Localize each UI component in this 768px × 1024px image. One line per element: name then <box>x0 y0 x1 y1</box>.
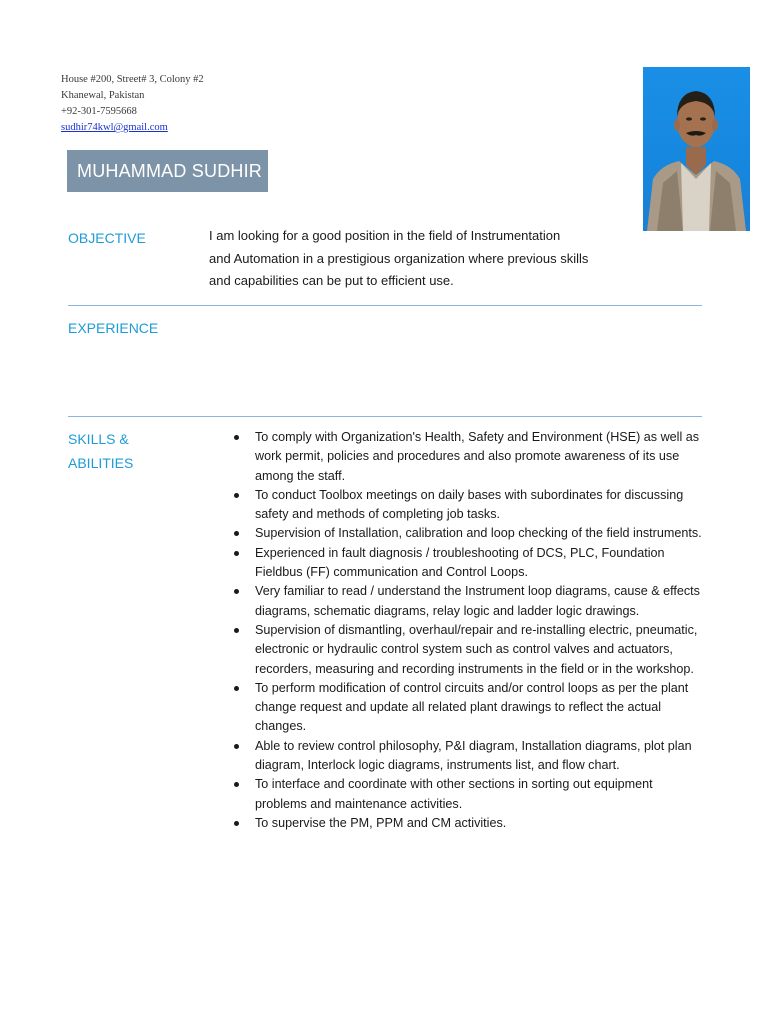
skill-item: Supervision of dismantling, overhaul/repair and re-installing electric, pneumatic, electronic or hydraulic control system such as control valves and actuators, recorders, measuring and recording instruments in the field or in the workshop. <box>236 621 704 679</box>
skill-item: To supervise the PM, PPM and CM activities. <box>236 814 704 833</box>
address-line-1: House #200, Street# 3, Colony #2 <box>61 74 204 85</box>
name-banner <box>67 150 268 192</box>
email-link[interactable]: sudhir74kwl@gmail.com <box>61 122 168 133</box>
profile-photo <box>643 67 750 231</box>
experience-heading: EXPERIENCE <box>68 320 159 336</box>
skill-item: To conduct Toolbox meetings on daily bases with subordinates for discussing safety and methods of completing job tasks. <box>236 486 704 525</box>
skill-item: To perform modification of control circuits and/or control loops as per the plant change request and update all related plant drawings to reflect the actual changes. <box>236 679 704 737</box>
skill-item: To comply with Organization's Health, Safety and Environment (HSE) as well as work permit, policies and procedures and also promote awareness of its use among the staff. <box>236 428 704 486</box>
objective-line-3: and capabilities can be put to efficient use. <box>209 273 454 288</box>
skills-heading-line-2: ABILITIES <box>68 455 134 471</box>
objective-text <box>209 225 629 293</box>
section-divider-1 <box>68 305 702 306</box>
portrait-illustration <box>643 67 750 231</box>
objective-line-2: and Automation in a prestigious organization where previous skills <box>209 250 589 266</box>
skill-item: Supervision of Installation, calibration and loop checking of the field instruments. <box>236 524 704 543</box>
skill-item: Able to review control philosophy, P&I diagram, Installation diagrams, plot plan diagram, Interlock logic diagrams, instruments list, and flow chart. <box>236 737 704 776</box>
phone-number: +92-301-7595668 <box>61 106 137 117</box>
skills-list <box>236 428 704 833</box>
skills-heading-line-1: SKILLS & <box>68 431 129 447</box>
skill-item: Experienced in fault diagnosis / troubleshooting of DCS, PLC, Foundation Fieldbus (FF) communication and Control Loops. <box>236 544 704 583</box>
skill-item: Very familiar to read / understand the Instrument loop diagrams, cause & effects diagrams, schematic diagrams, relay logic and ladder logic drawings. <box>236 582 704 621</box>
skill-item: To interface and coordinate with other sections in sorting out equipment problems and maintenance activities. <box>236 775 704 814</box>
full-name: MUHAMMAD SUDHIR <box>77 160 262 181</box>
address-line-2: Khanewal, Pakistan <box>61 90 145 101</box>
skills-heading <box>68 427 133 475</box>
section-divider-2 <box>68 416 702 417</box>
objective-heading: OBJECTIVE <box>68 230 146 246</box>
contact-block <box>61 72 204 136</box>
objective-line-1: I am looking for a good position in the field of Instrumentation <box>209 228 561 243</box>
